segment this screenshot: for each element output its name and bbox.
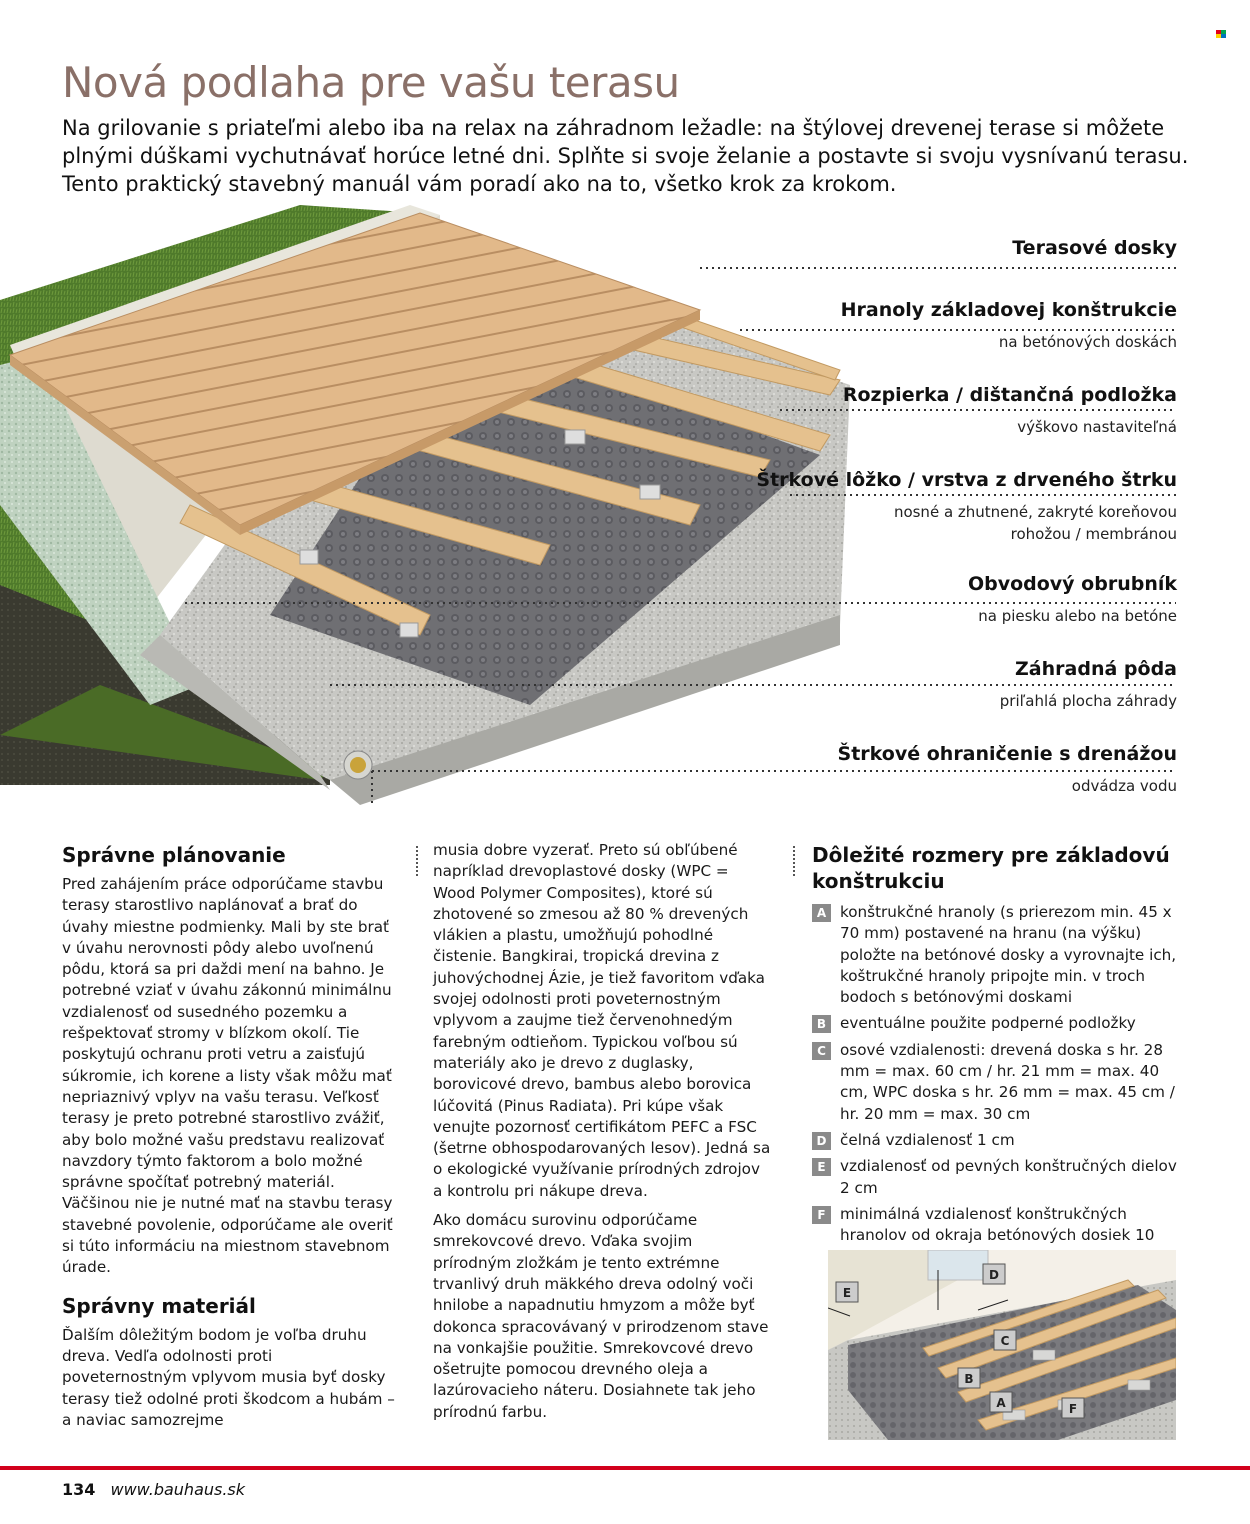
column-material-continued xyxy=(433,840,773,1423)
svg-text:B: B xyxy=(964,1372,974,1386)
footer xyxy=(62,1480,245,1499)
svg-text:F: F xyxy=(1068,1402,1078,1416)
corner-mark xyxy=(1216,30,1226,38)
svg-text:C: C xyxy=(1000,1334,1010,1348)
page-number: 134 xyxy=(62,1480,96,1499)
svg-text:D: D xyxy=(989,1268,999,1282)
list-item: D čelná vzdialenosť 1 cm xyxy=(812,1130,1182,1151)
heading-dimensions: Dôležité rozmery pre základovú konštrukciu xyxy=(812,843,1170,893)
label-gravel-bed: Štrkové lôžko / vrstva z drveného štrku nosné a zhutnené, zakryté koreňovou rohožou / membránou xyxy=(756,469,1177,543)
material-text-continued: musia dobre vyzerať. Preto sú obľúbené napríklad drevoplastové dosky (WPC = Wood Polymer Composites), ktoré sú zhotovené so zmesou až 80 % drevených vlákien a plastu, umožňujú pohodlné čistenie. Bangkirai, tropická drevina z juhovýchodnej Ázie, je tiež favoritom vďaka svojej odolnosti proti poveternostným vplyvom a zaujme tiež červenohnedým farebným odtieňom. Typickou voľbou sú materiály ako je drevo z duglasky, borovicové drevo, bambus alebo borovica lúčovitá (Pinus Radiata). Pri kúpe však venujte pozornosť certifikátom PEFC a FSC (šetrne obhospodarovaných lesov). Jedná sa o ekologické využívanie prírodných zdrojov a kontrolu pri nákupe dreva. xyxy=(433,841,771,1200)
label-deck-boards: Terasové dosky xyxy=(1012,237,1177,259)
list-item: F minimálná vzdialenosť konštrukčných hranolov od okraja betónových dosiek 10 xyxy=(812,1204,1182,1268)
substructure-diagram xyxy=(828,1250,1176,1440)
heading-planning: Správne plánovanie xyxy=(62,843,286,867)
label-curb: Obvodový obrubník na piesku alebo na betóne xyxy=(967,573,1177,625)
intro-text: Na grilovanie s priateľmi alebo iba na relax na záhradnom ležadle: na štýlovej drevenej terase si môžete plnými dúškami vychutnávať horúce letné dni. Splňte si svoje želanie a postavte si svoju vysnívanú terasu. Tento praktický stavebný manuál vám poradí ako na to, všetko krok za krokom. xyxy=(62,116,1189,196)
list-item: E vzdialenosť od pevných konštručných dielov 2 cm xyxy=(812,1156,1182,1199)
column-divider xyxy=(416,846,418,876)
list-item: B eventuálne použite podperné podložky xyxy=(812,1013,1182,1034)
terrace-cross-section-diagram xyxy=(0,205,1250,825)
svg-text:E: E xyxy=(842,1286,852,1300)
larch-text: Ako domácu surovinu odporúčame smrekovcové drevo. Vďaka svojim prírodným zložkám je tento extrémne trvanlivý druh mäkkého dreva odolný voči hnilobe a napadnutiu hmyzom a môže byť dokonca spracovávaný v prirodzenom stave na vonkajšie použitie. Smrekovcové drevo ošetrujte pomocou drevného oleja a lazúrovacieho náteru. Dosiahnete tak jeho prírodnú farbu. xyxy=(433,1211,769,1421)
website-link[interactable]: www.bauhaus.sk xyxy=(110,1480,246,1499)
planning-text: Pred zahájením práce odporúčame stavbu terasy starostlivo naplánovať a brať do úvahy miestne podmienky. Mali by ste brať v úvahu nerovnosti pôdy alebo uvoľnenú pôdu, ktorá sa pri daždi mení na bahno. Je potrebné vziať v úvahu zákonnú minimálnu vzdialenosť od susedného pozemku a rešpektovať stromy v blízkom okolí. Tie poskytujú ochranu proti vetru a zaisťujú súkromie, ich korene a listy však môžu mať nepriaznivý vplyv na vašu terasu. Veľkosť terasy je preto potrebné starostlivo zvážiť, aby bolo možné vašu predstavu realizovať navzdory týmto faktorom a bolo možné správne spočítať potrebný materiál. Väčšinou nie je nutné mať na stavbu terasy stavebné povolenie, odporúčame ale overiť si túto informáciu na miestnom stavebnom úrade. xyxy=(62,875,393,1277)
column-dimensions xyxy=(812,842,1182,1273)
label-drainage: Štrkové ohraničenie s drenážou odvádza vodu xyxy=(837,743,1177,795)
list-item: A konštrukčné hranoly (s prierezom min. 45 x 70 mm) postavené na hranu (na výšku) položte na betónové dosky a vyrovnajte ich, koštrukčné hranoly pripojte min. v troch bodoch s betónovými doskami xyxy=(812,902,1182,1008)
page-title: Nová podlaha pre vašu terasu xyxy=(62,58,680,107)
list-item: C osové vzdialenosti: drevená doska s hr. 28 mm = max. 60 cm / hr. 21 mm = max. 40 cm, WPC doska s hr. 26 mm = max. 45 cm / hr. 20 mm = max. 30 cm xyxy=(812,1040,1182,1125)
heading-material: Správny materiál xyxy=(62,1293,256,1318)
column-divider xyxy=(793,846,795,876)
svg-text:A: A xyxy=(996,1396,1006,1410)
label-garden-soil: Záhradná pôda priľahlá plocha záhrady xyxy=(999,658,1177,710)
dimensions-list xyxy=(812,902,1182,1268)
label-spacer: Rozpierka / dištančná podložka výškovo nastaviteľná xyxy=(842,384,1177,436)
label-joists: Hranoly základovej konštrukcie na betónových doskách xyxy=(840,299,1177,351)
material-text: Ďalším dôležitým bodom je voľba druhu dreva. Vedľa odolnosti proti poveternostným vplyvom musia byť dosky terasy tiež odolné proti škodcom a hubám – a naviac samozrejme xyxy=(62,1325,395,1429)
footer-rule xyxy=(0,1466,1250,1470)
column-planning xyxy=(62,842,400,1431)
